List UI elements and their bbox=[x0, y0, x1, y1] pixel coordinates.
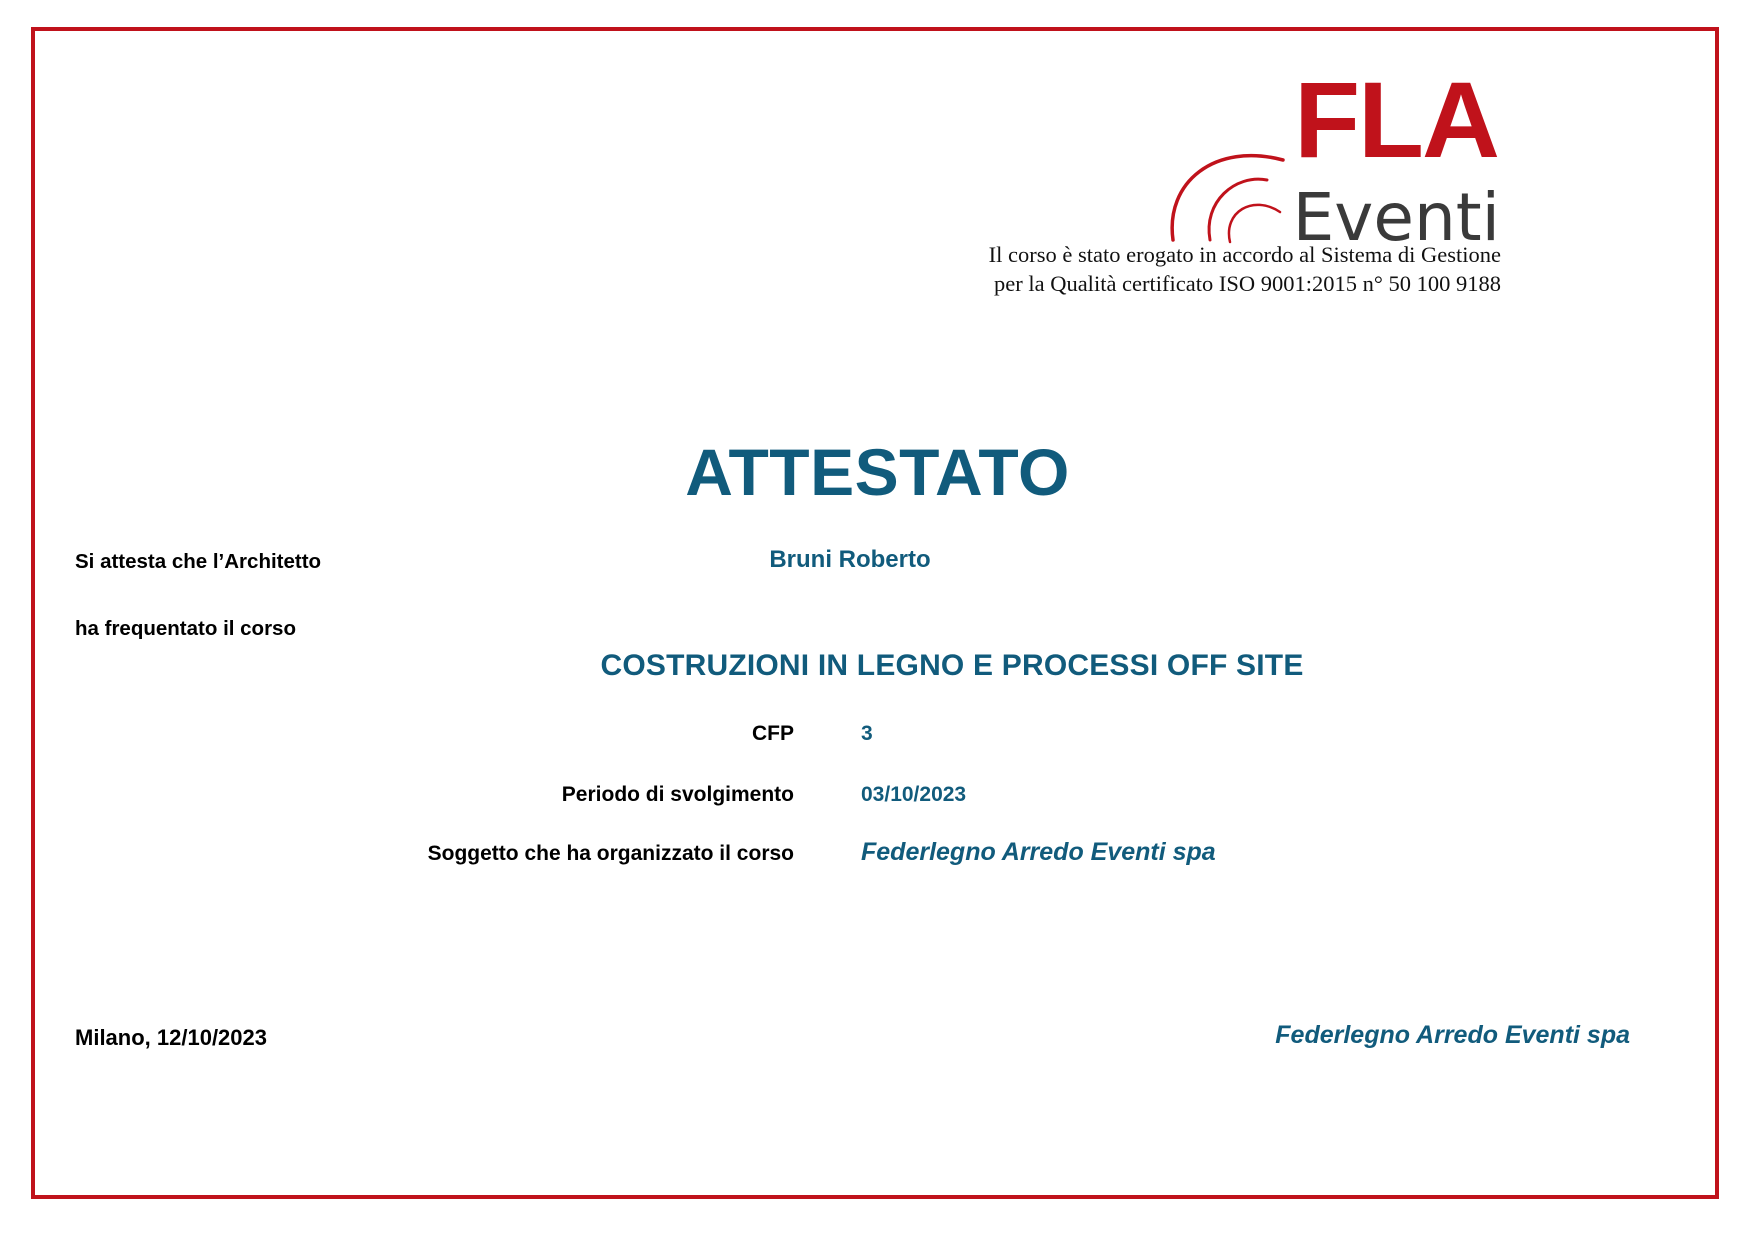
frequented-label: ha frequentato il corso bbox=[75, 617, 296, 640]
iso-certification-note bbox=[881, 240, 1501, 298]
logo-eventi-text: Eventi bbox=[1292, 179, 1500, 246]
iso-note-line-2: per la Qualità certificato ISO 9001:2015 n° 50 100 9188 bbox=[993, 271, 1501, 296]
certificate-title: ATTESTATO bbox=[685, 435, 1070, 509]
fla-eventi-logo bbox=[1155, 62, 1505, 246]
period-value: 03/10/2023 bbox=[861, 783, 967, 806]
logo-fla-text: FLA bbox=[1294, 62, 1498, 180]
place-date: Milano, 12/10/2023 bbox=[75, 1025, 267, 1050]
attest-label: Si attesta che l’Architetto bbox=[75, 550, 322, 573]
course-title: COSTRUZIONI IN LEGNO E PROCESSI OFF SITE bbox=[600, 649, 1304, 682]
fla-eventi-logo-graphic bbox=[1155, 62, 1505, 246]
signature-organization: Federlegno Arredo Eventi spa bbox=[1275, 1021, 1630, 1049]
cfp-value: 3 bbox=[861, 722, 873, 745]
organizer-label: Soggetto che ha organizzato il corso bbox=[427, 842, 794, 865]
organizer-value: Federlegno Arredo Eventi spa bbox=[861, 838, 1216, 866]
period-label: Periodo di svolgimento bbox=[561, 783, 794, 806]
recipient-name: Bruni Roberto bbox=[769, 546, 931, 573]
cfp-label: CFP bbox=[752, 722, 794, 745]
iso-note-line-1: Il corso è stato erogato in accordo al Sistema di Gestione bbox=[988, 242, 1501, 267]
